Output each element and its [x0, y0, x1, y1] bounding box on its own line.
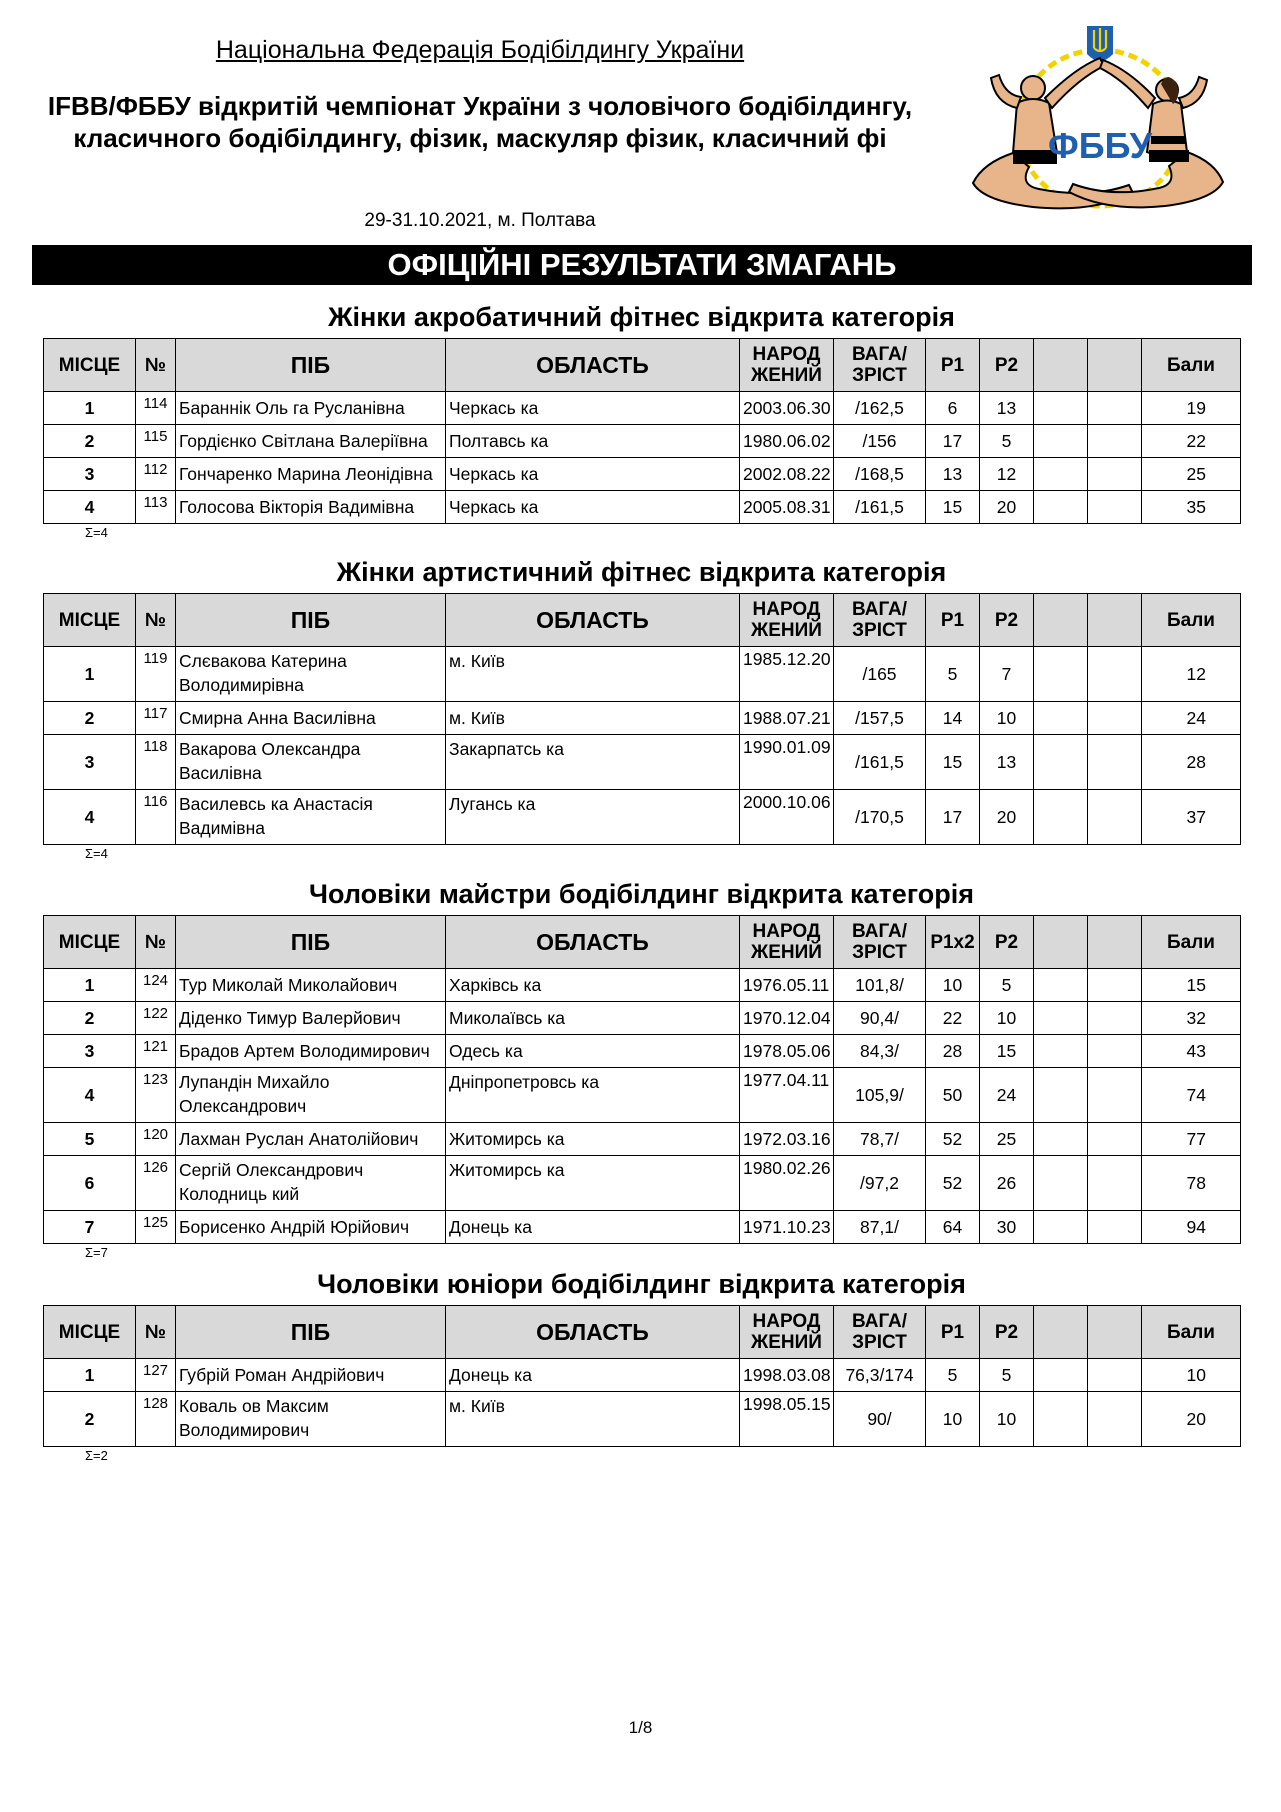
weight-height-cell: 90/	[834, 1392, 926, 1447]
p1-cell: 15	[926, 491, 980, 524]
number-cell: 117	[136, 702, 176, 735]
empty-cell	[1034, 735, 1088, 790]
table-header-row	[44, 1306, 1241, 1359]
column-header: Р2	[980, 594, 1034, 647]
region-cell: Одесь ка	[446, 1035, 740, 1068]
p1-cell: 64	[926, 1211, 980, 1244]
column-header: ВАГА/ ЗРІСТ	[834, 1306, 926, 1359]
empty-cell	[1034, 1392, 1088, 1447]
birth-cell: 1972.03.16	[740, 1123, 834, 1156]
p2-cell: 5	[980, 969, 1034, 1002]
p1-cell: 22	[926, 1002, 980, 1035]
p2-cell: 10	[980, 1002, 1034, 1035]
p2-cell: 30	[980, 1211, 1034, 1244]
number-cell: 122	[136, 1002, 176, 1035]
empty-cell	[1088, 647, 1142, 702]
birth-cell: 1998.03.08	[740, 1359, 834, 1392]
region-cell: Полтавсь ка	[446, 425, 740, 458]
p2-cell: 20	[980, 491, 1034, 524]
column-header: Р1	[926, 339, 980, 392]
p1-cell: 5	[926, 1359, 980, 1392]
name-cell: Вакарова Олександра Василівна	[176, 735, 446, 790]
number-cell: 119	[136, 647, 176, 702]
participant-count: Σ=7	[85, 1245, 108, 1260]
region-cell: Черкась ка	[446, 392, 740, 425]
region-cell: Дніпропетровсь ка	[446, 1068, 740, 1123]
p2-cell: 24	[980, 1068, 1034, 1123]
weight-height-cell: 78,7/	[834, 1123, 926, 1156]
place-cell: 3	[44, 735, 136, 790]
column-header: МІСЦЕ	[44, 916, 136, 969]
date-place: 29-31.10.2021, м. Полтава	[364, 210, 596, 231]
results-table	[43, 593, 1241, 845]
name-cell: Лахман Руслан Анатолійович	[176, 1123, 446, 1156]
table-row	[44, 1359, 1241, 1392]
column-header: Бали	[1142, 594, 1241, 647]
name-cell: Гордієнко Світлана Валеріївна	[176, 425, 446, 458]
table-row	[44, 1035, 1241, 1068]
place-cell: 5	[44, 1123, 136, 1156]
category-title: Чоловіки юніори бодібілдинг відкрита категорія	[317, 1269, 966, 1299]
p2-cell: 13	[980, 392, 1034, 425]
official-results-banner: ОФІЦІЙНІ РЕЗУЛЬТАТИ ЗМАГАНЬ	[32, 245, 1252, 285]
p2-cell: 12	[980, 458, 1034, 491]
name-cell: Коваль ов Максим Володимирович	[176, 1392, 446, 1447]
p2-cell: 26	[980, 1156, 1034, 1211]
score-cell: 19	[1142, 392, 1241, 425]
place-cell: 3	[44, 458, 136, 491]
weight-height-cell: 84,3/	[834, 1035, 926, 1068]
column-header: ОБЛАСТЬ	[446, 916, 740, 969]
empty-cell	[1088, 1392, 1142, 1447]
place-cell: 1	[44, 392, 136, 425]
column-header: Р2	[980, 339, 1034, 392]
birth-cell: 2000.10.06	[740, 790, 834, 845]
weight-height-cell: /162,5	[834, 392, 926, 425]
empty-cell	[1088, 735, 1142, 790]
column-header	[1034, 339, 1088, 392]
region-cell: м. Київ	[446, 702, 740, 735]
p1-cell: 10	[926, 1392, 980, 1447]
empty-cell	[1034, 1156, 1088, 1211]
table-row	[44, 392, 1241, 425]
table-header-row	[44, 339, 1241, 392]
p2-cell: 20	[980, 790, 1034, 845]
score-cell: 37	[1142, 790, 1241, 845]
weight-height-cell: /161,5	[834, 735, 926, 790]
table-row	[44, 458, 1241, 491]
table-row	[44, 647, 1241, 702]
empty-cell	[1088, 491, 1142, 524]
score-cell: 12	[1142, 647, 1241, 702]
category-section	[43, 873, 1240, 1262]
p2-cell: 15	[980, 1035, 1034, 1068]
page-number: 1/8	[628, 1718, 653, 1737]
birth-cell: 2003.06.30	[740, 392, 834, 425]
number-cell: 113	[136, 491, 176, 524]
p1-cell: 6	[926, 392, 980, 425]
weight-height-cell: /156	[834, 425, 926, 458]
score-cell: 10	[1142, 1359, 1241, 1392]
empty-cell	[1088, 702, 1142, 735]
empty-cell	[1088, 1035, 1142, 1068]
score-cell: 78	[1142, 1156, 1241, 1211]
birth-cell: 1980.06.02	[740, 425, 834, 458]
birth-cell: 1976.05.11	[740, 969, 834, 1002]
score-cell: 32	[1142, 1002, 1241, 1035]
column-header: Р1х2	[926, 916, 980, 969]
region-cell: Закарпатсь ка	[446, 735, 740, 790]
region-cell: Миколаївсь ка	[446, 1002, 740, 1035]
column-header: ПІБ	[176, 916, 446, 969]
column-header	[1088, 339, 1142, 392]
category-section	[43, 1263, 1240, 1465]
results-table	[43, 915, 1241, 1244]
name-cell: Губрій Роман Андрійович	[176, 1359, 446, 1392]
p2-cell: 13	[980, 735, 1034, 790]
results-table	[43, 1305, 1241, 1447]
column-header	[1034, 594, 1088, 647]
score-cell: 20	[1142, 1392, 1241, 1447]
birth-cell: 1978.05.06	[740, 1035, 834, 1068]
p1-cell: 50	[926, 1068, 980, 1123]
championship-title: IFBB/ФББУ відкритій чемпіонат України з чоловічого бодібілдингу, класичного бодібілдингу, фізик, маскуляр фізик, класичний фі	[47, 91, 913, 153]
column-header: ОБЛАСТЬ	[446, 339, 740, 392]
score-cell: 22	[1142, 425, 1241, 458]
birth-cell: 1990.01.09	[740, 735, 834, 790]
place-cell: 2	[44, 1002, 136, 1035]
column-header: ПІБ	[176, 339, 446, 392]
column-header: НАРОД ЖЕНИЙ	[740, 594, 834, 647]
column-header: МІСЦЕ	[44, 1306, 136, 1359]
region-cell: Донець ка	[446, 1211, 740, 1244]
region-cell: Черкась ка	[446, 491, 740, 524]
column-header: №	[136, 339, 176, 392]
column-header: ОБЛАСТЬ	[446, 594, 740, 647]
logo-text: ФББУ	[1048, 125, 1152, 166]
column-header: №	[136, 916, 176, 969]
results-table	[43, 338, 1241, 524]
score-cell: 28	[1142, 735, 1241, 790]
column-header	[1088, 916, 1142, 969]
p1-cell: 5	[926, 647, 980, 702]
table-row	[44, 735, 1241, 790]
p1-cell: 10	[926, 969, 980, 1002]
p1-cell: 52	[926, 1123, 980, 1156]
score-cell: 25	[1142, 458, 1241, 491]
weight-height-cell: /170,5	[834, 790, 926, 845]
empty-cell	[1034, 1068, 1088, 1123]
name-cell: Слєвакова Катерина Володимирівна	[176, 647, 446, 702]
participant-count: Σ=4	[85, 525, 108, 540]
table-header-row	[44, 916, 1241, 969]
column-header: Бали	[1142, 916, 1241, 969]
category-title: Жінки акробатичний фітнес відкрита категорія	[328, 302, 955, 332]
p1-cell: 28	[926, 1035, 980, 1068]
name-cell: Лупандін Михайло Олександрович	[176, 1068, 446, 1123]
place-cell: 2	[44, 1392, 136, 1447]
p2-cell: 7	[980, 647, 1034, 702]
empty-cell	[1088, 1211, 1142, 1244]
column-header: Р2	[980, 916, 1034, 969]
empty-cell	[1034, 392, 1088, 425]
p2-cell: 10	[980, 1392, 1034, 1447]
number-cell: 124	[136, 969, 176, 1002]
region-cell: Лугансь ка	[446, 790, 740, 845]
table-row	[44, 1211, 1241, 1244]
name-cell: Бараннік Оль га Русланівна	[176, 392, 446, 425]
birth-cell: 2002.08.22	[740, 458, 834, 491]
category-section	[43, 296, 1240, 542]
number-cell: 127	[136, 1359, 176, 1392]
weight-height-cell: /161,5	[834, 491, 926, 524]
column-header: Р2	[980, 1306, 1034, 1359]
empty-cell	[1034, 790, 1088, 845]
number-cell: 114	[136, 392, 176, 425]
birth-cell: 1998.05.15	[740, 1392, 834, 1447]
birth-cell: 1971.10.23	[740, 1211, 834, 1244]
place-cell: 3	[44, 1035, 136, 1068]
place-cell: 4	[44, 1068, 136, 1123]
p1-cell: 13	[926, 458, 980, 491]
number-cell: 128	[136, 1392, 176, 1447]
weight-height-cell: 76,3/174	[834, 1359, 926, 1392]
score-cell: 24	[1142, 702, 1241, 735]
region-cell: Черкась ка	[446, 458, 740, 491]
column-header: Р1	[926, 594, 980, 647]
table-row	[44, 1068, 1241, 1123]
empty-cell	[1088, 1002, 1142, 1035]
federation-title: Національна Федерація Бодібілдингу України	[215, 36, 745, 64]
birth-cell: 1980.02.26	[740, 1156, 834, 1211]
column-header	[1088, 1306, 1142, 1359]
participant-count: Σ=2	[85, 1448, 108, 1463]
category-title: Чоловіки майстри бодібілдинг відкрита категорія	[309, 879, 974, 909]
participant-count: Σ=4	[85, 846, 108, 861]
number-cell: 123	[136, 1068, 176, 1123]
p2-cell: 5	[980, 1359, 1034, 1392]
category-title: Жінки артистичний фітнес відкрита категорія	[336, 557, 947, 587]
place-cell: 1	[44, 1359, 136, 1392]
number-cell: 116	[136, 790, 176, 845]
place-cell: 7	[44, 1211, 136, 1244]
column-header: Бали	[1142, 1306, 1241, 1359]
column-header	[1034, 1306, 1088, 1359]
weight-height-cell: 101,8/	[834, 969, 926, 1002]
empty-cell	[1034, 1211, 1088, 1244]
name-cell: Сергій Олександрович Колодниць кий	[176, 1156, 446, 1211]
empty-cell	[1088, 1359, 1142, 1392]
weight-height-cell: 90,4/	[834, 1002, 926, 1035]
table-row	[44, 425, 1241, 458]
empty-cell	[1034, 1035, 1088, 1068]
weight-height-cell: /157,5	[834, 702, 926, 735]
weight-height-cell: 87,1/	[834, 1211, 926, 1244]
table-row	[44, 790, 1241, 845]
empty-cell	[1088, 1068, 1142, 1123]
empty-cell	[1034, 1123, 1088, 1156]
birth-cell: 1985.12.20	[740, 647, 834, 702]
number-cell: 118	[136, 735, 176, 790]
p1-cell: 52	[926, 1156, 980, 1211]
fbbu-logo-icon	[955, 18, 1245, 243]
name-cell: Борисенко Андрій Юрійович	[176, 1211, 446, 1244]
table-row	[44, 491, 1241, 524]
empty-cell	[1088, 790, 1142, 845]
empty-cell	[1034, 1002, 1088, 1035]
number-cell: 126	[136, 1156, 176, 1211]
empty-cell	[1088, 1156, 1142, 1211]
region-cell: Донець ка	[446, 1359, 740, 1392]
number-cell: 120	[136, 1123, 176, 1156]
table-row	[44, 1156, 1241, 1211]
p2-cell: 10	[980, 702, 1034, 735]
table-row	[44, 702, 1241, 735]
table-row	[44, 1123, 1241, 1156]
column-header	[1088, 594, 1142, 647]
score-cell: 15	[1142, 969, 1241, 1002]
p1-cell: 15	[926, 735, 980, 790]
column-header: НАРОД ЖЕНИЙ	[740, 916, 834, 969]
empty-cell	[1034, 647, 1088, 702]
category-section	[43, 551, 1240, 863]
column-header: МІСЦЕ	[44, 339, 136, 392]
column-header: ПІБ	[176, 1306, 446, 1359]
column-header: ВАГА/ ЗРІСТ	[834, 594, 926, 647]
column-header: ОБЛАСТЬ	[446, 1306, 740, 1359]
region-cell: м. Київ	[446, 1392, 740, 1447]
region-cell: Житомирсь ка	[446, 1123, 740, 1156]
score-cell: 74	[1142, 1068, 1241, 1123]
name-cell: Тур Миколай Миколайович	[176, 969, 446, 1002]
p2-cell: 5	[980, 425, 1034, 458]
empty-cell	[1034, 425, 1088, 458]
score-cell: 35	[1142, 491, 1241, 524]
place-cell: 1	[44, 969, 136, 1002]
place-cell: 6	[44, 1156, 136, 1211]
place-cell: 1	[44, 647, 136, 702]
birth-cell: 2005.08.31	[740, 491, 834, 524]
score-cell: 43	[1142, 1035, 1241, 1068]
name-cell: Гончаренко Марина Леонідівна	[176, 458, 446, 491]
weight-height-cell: /165	[834, 647, 926, 702]
region-cell: Житомирсь ка	[446, 1156, 740, 1211]
weight-height-cell: /97,2	[834, 1156, 926, 1211]
p1-cell: 17	[926, 790, 980, 845]
column-header: ВАГА/ ЗРІСТ	[834, 916, 926, 969]
number-cell: 115	[136, 425, 176, 458]
table-row	[44, 1392, 1241, 1447]
number-cell: 112	[136, 458, 176, 491]
empty-cell	[1034, 969, 1088, 1002]
empty-cell	[1088, 392, 1142, 425]
number-cell: 121	[136, 1035, 176, 1068]
column-header: Бали	[1142, 339, 1241, 392]
region-cell: Харківсь ка	[446, 969, 740, 1002]
birth-cell: 1970.12.04	[740, 1002, 834, 1035]
birth-cell: 1977.04.11	[740, 1068, 834, 1123]
place-cell: 4	[44, 491, 136, 524]
p1-cell: 17	[926, 425, 980, 458]
column-header: МІСЦЕ	[44, 594, 136, 647]
empty-cell	[1088, 458, 1142, 491]
p1-cell: 14	[926, 702, 980, 735]
empty-cell	[1088, 969, 1142, 1002]
name-cell: Смирна Анна Василівна	[176, 702, 446, 735]
column-header	[1034, 916, 1088, 969]
score-cell: 94	[1142, 1211, 1241, 1244]
name-cell: Голосова Вікторія Вадимівна	[176, 491, 446, 524]
name-cell: Василевсь ка Анастасія Вадимівна	[176, 790, 446, 845]
number-cell: 125	[136, 1211, 176, 1244]
column-header: ВАГА/ ЗРІСТ	[834, 339, 926, 392]
p2-cell: 25	[980, 1123, 1034, 1156]
column-header: Р1	[926, 1306, 980, 1359]
empty-cell	[1088, 425, 1142, 458]
empty-cell	[1034, 458, 1088, 491]
column-header: №	[136, 1306, 176, 1359]
score-cell: 77	[1142, 1123, 1241, 1156]
weight-height-cell: 105,9/	[834, 1068, 926, 1123]
empty-cell	[1034, 702, 1088, 735]
region-cell: м. Київ	[446, 647, 740, 702]
table-header-row	[44, 594, 1241, 647]
table-row	[44, 1002, 1241, 1035]
name-cell: Діденко Тимур Валерйович	[176, 1002, 446, 1035]
name-cell: Брадов Артем Володимирович	[176, 1035, 446, 1068]
empty-cell	[1088, 1123, 1142, 1156]
empty-cell	[1034, 491, 1088, 524]
column-header: ПІБ	[176, 594, 446, 647]
column-header: НАРОД ЖЕНИЙ	[740, 339, 834, 392]
place-cell: 4	[44, 790, 136, 845]
place-cell: 2	[44, 702, 136, 735]
column-header: НАРОД ЖЕНИЙ	[740, 1306, 834, 1359]
empty-cell	[1034, 1359, 1088, 1392]
birth-cell: 1988.07.21	[740, 702, 834, 735]
column-header: №	[136, 594, 176, 647]
place-cell: 2	[44, 425, 136, 458]
table-row	[44, 969, 1241, 1002]
weight-height-cell: /168,5	[834, 458, 926, 491]
